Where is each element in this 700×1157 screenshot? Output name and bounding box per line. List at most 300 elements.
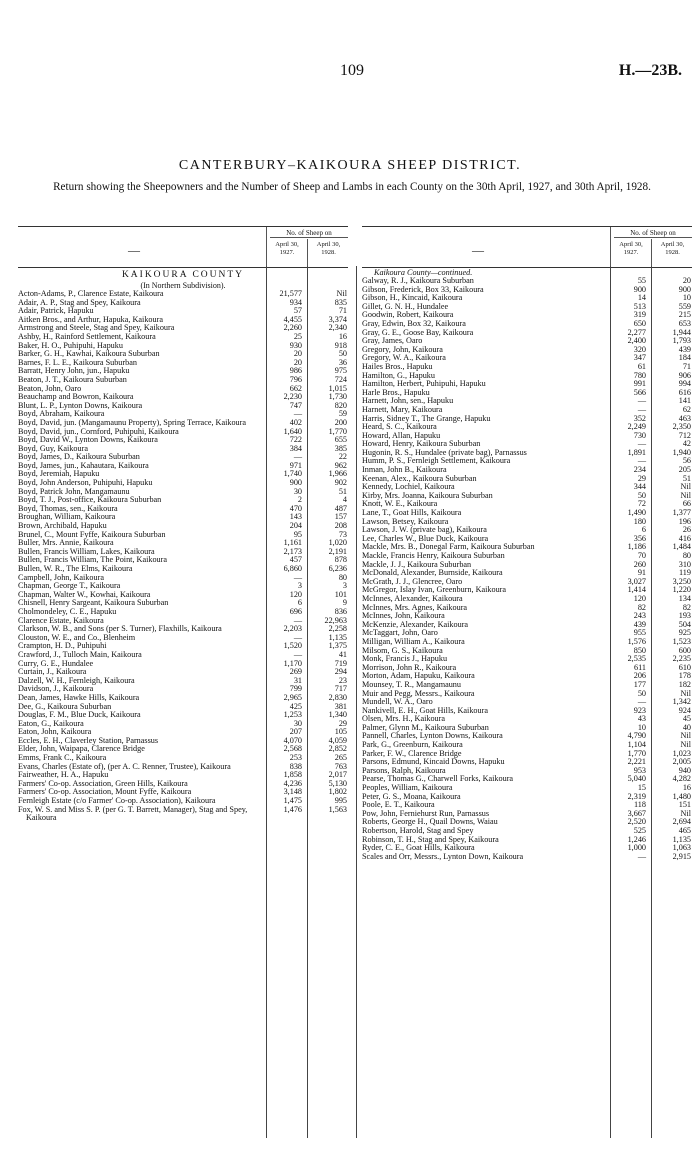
sheep-1927: 120 bbox=[289, 589, 302, 599]
owner-name: Ashby, H., Rainford Settlement, Kaikoura bbox=[18, 331, 156, 341]
section-note: (In Northern Subdivision). bbox=[140, 281, 226, 290]
sheep-1928: 600 bbox=[678, 645, 691, 655]
sheep-1928: 2,350 bbox=[672, 422, 691, 432]
sheep-1928: 20 bbox=[682, 276, 691, 285]
sheep-1927: — bbox=[293, 452, 302, 462]
sheep-1928: 653 bbox=[678, 318, 691, 328]
sheep-1927: 204 bbox=[289, 521, 302, 531]
sheep-1927: 14 bbox=[637, 293, 646, 303]
sheep-1928: 73 bbox=[338, 529, 347, 539]
sheep-1927: 662 bbox=[289, 383, 302, 393]
owner-name: Clarence Estate, Kaikoura bbox=[18, 615, 104, 625]
sheep-1928: 4 bbox=[342, 495, 347, 505]
sheep-1927: 1,475 bbox=[283, 796, 302, 806]
sheep-1927: 730 bbox=[633, 430, 646, 440]
header-col-1928: April 30, 1928. bbox=[660, 241, 685, 256]
sheep-1927: 61 bbox=[637, 361, 646, 371]
sheep-1928: 3 bbox=[342, 581, 347, 591]
sheep-1927: 2,568 bbox=[283, 744, 302, 754]
column-divider bbox=[266, 227, 267, 267]
sheep-1928: 1,015 bbox=[328, 383, 347, 393]
sheep-1927: 1,770 bbox=[627, 748, 646, 758]
owner-name: Boyd, Thomas, sen., Kaikoura bbox=[18, 503, 118, 513]
sheep-1927: 457 bbox=[289, 555, 302, 565]
sheep-1928: 200 bbox=[334, 417, 347, 427]
sheep-1928: 1,730 bbox=[328, 392, 347, 402]
column-rule bbox=[651, 266, 652, 1138]
sheep-1928: 16 bbox=[338, 331, 347, 341]
sheep-1927: 2,249 bbox=[627, 422, 646, 432]
sheep-1928: 6,236 bbox=[328, 564, 347, 573]
sheep-1927: 143 bbox=[289, 512, 302, 522]
header-dash: — bbox=[472, 243, 484, 257]
sheep-1927: 6 bbox=[297, 598, 302, 608]
sheep-1928: 119 bbox=[679, 568, 691, 578]
sheep-1928: 66 bbox=[682, 499, 691, 509]
owner-name: Fox, W. S. and Miss S. P. (per G. T. Barrett, Manager), Stag and Spey, Kaikoura bbox=[18, 804, 248, 823]
owner-name: Harnett, Mary, Kaikoura bbox=[362, 404, 443, 414]
sheep-1928: 717 bbox=[334, 684, 347, 694]
owner-name: Barnes, F. L. E., Kaikoura Suburban bbox=[18, 357, 137, 367]
sheep-1928: 962 bbox=[334, 460, 347, 470]
owner-name: Boyd, T. J., Post-office, Kaikoura Suburban bbox=[18, 495, 162, 505]
sheep-1928: 2,830 bbox=[328, 692, 347, 702]
sheep-1928: 559 bbox=[678, 301, 691, 311]
sheep-1927: 57 bbox=[293, 306, 302, 316]
owner-name: Boyd, John Anderson, Puhipuhi, Hapuku bbox=[18, 478, 153, 488]
owner-name: McInnes, Mrs. Agnes, Kaikoura bbox=[362, 602, 468, 612]
sheep-1928: 105 bbox=[334, 727, 347, 737]
sheep-1928: 975 bbox=[334, 366, 347, 376]
sheep-1927: 900 bbox=[289, 478, 302, 488]
sheep-1928: Nil bbox=[336, 289, 347, 298]
sheep-1928: 50 bbox=[338, 349, 347, 359]
owner-name: Boyd, James, jun., Kahautara, Kaikoura bbox=[18, 460, 149, 470]
sheep-1928: 16 bbox=[682, 783, 691, 793]
sheep-1928: 265 bbox=[334, 753, 347, 763]
sheep-1927: 25 bbox=[293, 331, 302, 341]
sheep-1928: 385 bbox=[334, 443, 347, 453]
owner-name: Lawson, Betsey, Kaikoura bbox=[362, 516, 449, 526]
sheep-1928: 310 bbox=[678, 559, 691, 569]
owner-name: Howard, Allan, Hapuku bbox=[362, 430, 441, 440]
owner-name: Blunt, L. P., Lynton Downs, Kaikoura bbox=[18, 400, 143, 410]
sheep-1928: 1,563 bbox=[328, 804, 347, 814]
sheep-1927: 344 bbox=[633, 482, 646, 492]
column-rule bbox=[610, 266, 611, 1138]
sheep-1928: 5,130 bbox=[328, 778, 347, 788]
sheep-1927: 722 bbox=[289, 435, 302, 445]
owner-name: Ryder, C. E., Goat Hills, Kaikoura bbox=[362, 843, 475, 853]
header-col-1928: April 30, 1928. bbox=[316, 241, 341, 256]
sheep-1927: 70 bbox=[637, 551, 646, 560]
owner-name: Gregory, John, Kaikoura bbox=[362, 344, 443, 354]
sheep-1927: 1,520 bbox=[283, 641, 302, 651]
sheep-1928: 2,191 bbox=[328, 546, 347, 556]
sheep-1927: 2,260 bbox=[283, 323, 302, 333]
owner-name: Mounsey, T. R., Mangamaunu bbox=[362, 679, 461, 689]
section-heading: KAIKOURA COUNTY bbox=[121, 270, 245, 280]
sheep-1927: 118 bbox=[634, 800, 646, 810]
sheep-1928: 56 bbox=[682, 456, 691, 466]
sheep-1927: 50 bbox=[637, 688, 646, 698]
owner-name: Galway, R. J., Kaikoura Suburban bbox=[362, 276, 474, 285]
owner-name: Adair, A. P., Stag and Spey, Kaikoura bbox=[18, 297, 141, 307]
sheep-1927: 525 bbox=[633, 826, 646, 835]
owner-name: Muir and Pegg, Messrs., Kaikoura bbox=[362, 688, 475, 698]
sheep-1927: 1,740 bbox=[283, 469, 302, 479]
document-subtitle: Return showing the Sheepowners and the Number of Sheep and Lambs in each County on the 30th April, 1927, and 30th April, 1928. bbox=[53, 181, 651, 193]
owner-name: Nankivell, E. H., Goat Hills, Kaikoura bbox=[362, 705, 488, 715]
sheep-1927: 319 bbox=[633, 310, 646, 320]
owner-name: Knott, W. E., Kaikoura bbox=[362, 499, 438, 509]
owner-name: Elder, John, Waipapa, Clarence Bridge bbox=[18, 744, 145, 754]
owner-name: Boyd, James, D., Kaikoura Suburban bbox=[18, 452, 140, 462]
owner-name: Gibson, H., Kincaid, Kaikoura bbox=[362, 293, 463, 303]
sheep-1928: 820 bbox=[334, 400, 347, 410]
owner-name: Bullen, Francis William, Lakes, Kaikoura bbox=[18, 546, 155, 556]
header-group-label: No. of Sheep on bbox=[614, 229, 692, 238]
sheep-1927: — bbox=[637, 697, 646, 707]
sheep-1927: 4,070 bbox=[283, 735, 302, 745]
owner-name: McGregor, Islay Ivan, Greenburn, Kaikoura bbox=[362, 585, 507, 595]
sheep-1928: 1,770 bbox=[328, 426, 347, 436]
sheep-1928: 918 bbox=[334, 340, 347, 350]
table-row bbox=[362, 853, 692, 862]
sheep-1927: 320 bbox=[633, 344, 646, 354]
owner-name: Beaton, John, Oaro bbox=[18, 383, 82, 393]
sheep-1928: 80 bbox=[682, 551, 691, 560]
sheep-1927: 2,230 bbox=[283, 392, 302, 402]
sheep-1928: Nil bbox=[680, 688, 691, 698]
sheep-1928: 1,377 bbox=[672, 508, 691, 518]
sheep-1928: 878 bbox=[334, 555, 347, 565]
sheep-1928: 2,852 bbox=[328, 744, 347, 754]
document-reference: H.—23B. bbox=[618, 62, 682, 79]
owner-name: McTaggart, John, Oaro bbox=[362, 628, 438, 638]
sheep-1927: — bbox=[293, 649, 302, 659]
owner-name: Mackle, J. J., Kaikoura Suburban bbox=[362, 559, 472, 569]
sheep-1928: 994 bbox=[678, 379, 691, 389]
column-rule bbox=[356, 266, 357, 1138]
sheep-1928: 178 bbox=[678, 671, 691, 681]
owner-name: Lawson, J. W. (private bag), Kaikoura bbox=[362, 525, 487, 535]
sheep-1927: 30 bbox=[293, 718, 302, 728]
owner-name: Boyd, David W., Lynton Downs, Kaikoura bbox=[18, 435, 158, 445]
owner-name: Robertson, Harold, Stag and Spey bbox=[362, 826, 474, 835]
owner-name: Broughan, William, Kaikoura bbox=[18, 512, 116, 522]
owner-name: Crawford, J., Tulloch Main, Kaikoura bbox=[18, 649, 142, 659]
sheep-1928: 1,793 bbox=[672, 336, 691, 346]
sheep-1927: 50 bbox=[637, 490, 646, 500]
owner-name: Milligan, William A., Kaikoura bbox=[362, 636, 465, 646]
owner-name: Curtain, J., Kaikoura bbox=[18, 667, 87, 677]
sheep-1928: 294 bbox=[334, 667, 347, 677]
sheep-1928: 26 bbox=[682, 525, 691, 535]
owner-name: Acton-Adams, P., Clarence Estate, Kaikoura bbox=[18, 289, 164, 298]
owner-name: Park, G., Greenburn, Kaikoura bbox=[362, 740, 463, 750]
sheep-1927: 6 bbox=[641, 525, 646, 535]
owner-name: Buller, Mrs. Annie, Kaikoura bbox=[18, 538, 114, 548]
sheep-1927: 1,186 bbox=[627, 542, 646, 552]
sheep-1927: 1,576 bbox=[627, 636, 646, 646]
sheep-1927: 2,520 bbox=[627, 817, 646, 827]
owner-name: Gibson, Frederick, Box 33, Kaikoura bbox=[362, 284, 484, 294]
table-header bbox=[18, 226, 348, 268]
sheep-1927: 3,148 bbox=[283, 787, 302, 797]
sheep-1928: 9 bbox=[342, 598, 347, 608]
owner-name: Inman, John B., Kaikoura bbox=[362, 465, 447, 475]
owner-name: Fernleigh Estate (c/o Farmer' Co-op. Association), Kaikoura bbox=[18, 796, 216, 806]
sheep-1927: 1,246 bbox=[627, 834, 646, 844]
sheep-1928: 900 bbox=[678, 284, 691, 294]
owner-name: Monk, Francis J., Hapuku bbox=[362, 654, 448, 664]
sheep-1928: 1,480 bbox=[672, 791, 691, 801]
sheep-1927: 796 bbox=[289, 374, 302, 384]
sheep-1927: 799 bbox=[289, 684, 302, 694]
sheep-1927: 402 bbox=[289, 417, 302, 427]
sheep-1927: 4,790 bbox=[627, 731, 646, 741]
sheep-1928: 101 bbox=[334, 589, 347, 599]
owner-name: Hamilton, Herbert, Puhipuhi, Hapuku bbox=[362, 379, 486, 389]
sheep-1928: 208 bbox=[334, 521, 347, 531]
owner-name: Boyd, David, jun. (Mangamaunu Property), Spring Terrace, Kaikoura bbox=[18, 417, 247, 427]
owner-name: Parker, F. W., Clarence Bridge bbox=[362, 748, 462, 758]
sheep-1928: 22,963 bbox=[324, 615, 347, 625]
sheep-1928: 80 bbox=[338, 572, 347, 582]
header-group-label: No. of Sheep on bbox=[270, 229, 348, 238]
owner-name: McGrath, J. J., Glencree, Oaro bbox=[362, 576, 463, 586]
sheep-1927: 253 bbox=[289, 753, 302, 763]
sheep-1928: 1,802 bbox=[328, 787, 347, 797]
owner-name: Curry, G. E., Hundalee bbox=[18, 658, 94, 668]
sheep-1928: 215 bbox=[678, 310, 691, 320]
sheep-1927: 955 bbox=[633, 628, 646, 638]
owner-name: Brown, Archibald, Hapuku bbox=[18, 521, 107, 531]
sheep-1927: 95 bbox=[293, 529, 302, 539]
sheep-1928: 463 bbox=[678, 413, 691, 423]
owner-name: Chapman, Walter W., Kowhai, Kaikoura bbox=[18, 589, 151, 599]
owner-name: Peter, G. S., Moana, Kaikoura bbox=[362, 791, 461, 801]
sheep-1927: — bbox=[293, 615, 302, 625]
owner-name: Chapman, George T., Kaikoura bbox=[18, 581, 121, 591]
sheep-1928: 205 bbox=[678, 465, 691, 475]
sheep-1927: 780 bbox=[633, 370, 646, 380]
owner-name: Fairweather, H. A., Hapuku bbox=[18, 770, 109, 780]
sheep-1928: 902 bbox=[334, 478, 347, 488]
sheep-1928: 45 bbox=[682, 714, 691, 724]
owner-name: Harle Bros., Hapuku bbox=[362, 387, 430, 397]
sheep-1928: 487 bbox=[334, 503, 347, 513]
owner-name: Poole, E. T., Kaikoura bbox=[362, 800, 435, 810]
owner-name: Boyd, Abraham, Kaikoura bbox=[18, 409, 105, 419]
left-column bbox=[18, 226, 348, 823]
column-divider bbox=[610, 227, 611, 267]
owner-name: Farmers' Co-op. Association, Mount Fyffe, Kaikoura bbox=[18, 787, 192, 797]
sheep-1927: 1,476 bbox=[283, 804, 302, 814]
owner-name: Campbell, John, Kaikoura bbox=[18, 572, 104, 582]
sheep-1927: 2 bbox=[297, 495, 302, 505]
sheep-1927: 566 bbox=[633, 387, 646, 397]
owner-name: Gray, James, Oaro bbox=[362, 336, 423, 346]
sheep-1927: 1,253 bbox=[283, 710, 302, 720]
sheep-1927: 269 bbox=[289, 667, 302, 677]
page-number: 109 bbox=[340, 62, 364, 79]
sheep-1928: 504 bbox=[678, 619, 691, 629]
left-entries bbox=[18, 290, 348, 823]
sheep-1928: 10 bbox=[682, 293, 691, 303]
owner-name: Parsons, Ralph, Kaikoura bbox=[362, 765, 446, 775]
owner-name: Adair, Patrick, Hapuku bbox=[18, 306, 94, 316]
sheep-1927: 1,490 bbox=[627, 508, 646, 518]
sheep-1928: 924 bbox=[678, 705, 691, 715]
sheep-1928: 193 bbox=[678, 611, 691, 621]
sheep-1928: 36 bbox=[338, 357, 347, 367]
sheep-1927: 29 bbox=[637, 473, 646, 483]
sheep-1928: 1,135 bbox=[672, 834, 691, 844]
column-divider bbox=[651, 239, 652, 267]
sheep-1927: 15 bbox=[637, 783, 646, 793]
sheep-1927: 425 bbox=[289, 701, 302, 711]
owner-name: Gregory, W. A., Kaikoura bbox=[362, 353, 446, 363]
sheep-1927: 2,400 bbox=[627, 336, 646, 346]
sheep-1927: 2,221 bbox=[627, 757, 646, 767]
owner-name: Eaton, G., Kaikoura bbox=[18, 718, 84, 728]
sheep-1927: 207 bbox=[289, 727, 302, 737]
owner-name: Aitken Bros., and Arthur, Hapuka, Kaikoura bbox=[18, 314, 163, 324]
owner-name: Hugonin, R. S., Hundalee (private bag), Parnassus bbox=[362, 447, 527, 457]
owner-name: Barker, G. H., Kawhai, Kaikoura Suburban bbox=[18, 349, 160, 359]
sheep-1927: 1,000 bbox=[627, 843, 646, 853]
sheep-1927: 5,040 bbox=[627, 774, 646, 784]
sheep-1928: 40 bbox=[682, 722, 691, 732]
owner-name: Bullen, W. R., The Elms, Kaikoura bbox=[18, 564, 133, 573]
owner-name: McInnes, John, Kaikoura bbox=[362, 611, 445, 621]
sheep-1928: Nil bbox=[680, 731, 691, 741]
owner-name: Gillet, G. N. H., Hundalee bbox=[362, 301, 449, 311]
sheep-1928: 3,374 bbox=[328, 314, 347, 324]
sheep-1928: 836 bbox=[334, 606, 347, 616]
sheep-1928: 1,135 bbox=[328, 632, 347, 642]
sheep-1927: 953 bbox=[633, 765, 646, 775]
sheep-1927: 72 bbox=[637, 499, 646, 509]
sheep-1927: 55 bbox=[637, 276, 646, 285]
sheep-1927: 2,319 bbox=[627, 791, 646, 801]
sheep-1927: 2,535 bbox=[627, 654, 646, 664]
owner-name: Mundell, W. A., Oaro bbox=[362, 697, 433, 707]
sheep-1927: 2,277 bbox=[627, 327, 646, 337]
sheep-1928: 1,484 bbox=[672, 542, 691, 552]
sheep-1927: — bbox=[637, 404, 646, 414]
owner-name: Gray, G. E., Goose Bay, Kaikoura bbox=[362, 327, 474, 337]
sheep-1927: 2,203 bbox=[283, 624, 302, 634]
owner-name: Morrison, John R., Kaikoura bbox=[362, 662, 457, 672]
sheep-1928: 157 bbox=[334, 512, 347, 522]
sheep-1927: 43 bbox=[637, 714, 646, 724]
owner-name: Eccles, E. H., Claverley Station, Parnassus bbox=[18, 735, 159, 745]
right-entries bbox=[362, 277, 692, 861]
sheep-1928: 196 bbox=[678, 516, 691, 526]
sheep-1928: 2,005 bbox=[672, 757, 691, 767]
sheep-1928: 4,059 bbox=[328, 735, 347, 745]
sheep-1928: 906 bbox=[678, 370, 691, 380]
sheep-1927: 82 bbox=[637, 602, 646, 612]
sheep-1927: 4,236 bbox=[283, 778, 302, 788]
owner-name: Scales and Orr, Messrs., Lynton Down, Kaikoura bbox=[362, 851, 524, 861]
owner-name: Dalzell, W. H., Fernleigh, Kaikoura bbox=[18, 675, 135, 685]
sheep-1927: 30 bbox=[293, 486, 302, 496]
sheep-1928: 42 bbox=[682, 439, 691, 449]
section-heading: Kaikoura County—continued. bbox=[374, 268, 473, 277]
document-title: CANTERBURY–KAIKOURA SHEEP DISTRICT. bbox=[178, 158, 522, 173]
owner-name: Emms, Frank C., Kaikoura bbox=[18, 753, 107, 763]
sheep-1928: 3,250 bbox=[672, 576, 691, 586]
owner-name: McDonald, Alexander, Burnside, Kaikoura bbox=[362, 568, 503, 578]
owner-name: Olsen, Mrs. H., Kaikoura bbox=[362, 714, 445, 724]
sheep-1927: 180 bbox=[633, 516, 646, 526]
sheep-1927: — bbox=[293, 409, 302, 419]
sheep-1927: 1,414 bbox=[627, 585, 646, 595]
sheep-1928: 184 bbox=[678, 353, 691, 363]
sheep-1928: 724 bbox=[334, 374, 347, 384]
sheep-1928: Nil bbox=[680, 740, 691, 750]
owner-name: Boyd, Guy, Kaikoura bbox=[18, 443, 88, 453]
owner-name: Harris, Sidney T., The Grange, Hapuku bbox=[362, 413, 491, 423]
owner-name: Baker, H. O., Puhipuhi, Hapuku bbox=[18, 340, 123, 350]
sheep-1927: 1,640 bbox=[283, 426, 302, 436]
owner-name: Pearse, Thomas G., Charwell Forks, Kaikoura bbox=[362, 774, 514, 784]
owner-name: McKenzie, Alexander, Kaikoura bbox=[362, 619, 469, 629]
sheep-1927: 31 bbox=[293, 675, 302, 685]
owner-name: Bullen, Francis William, The Point, Kaikoura bbox=[18, 555, 167, 565]
sheep-1928: 1,063 bbox=[672, 843, 691, 853]
sheep-1927: 21,577 bbox=[279, 289, 302, 298]
sheep-1928: 940 bbox=[678, 765, 691, 775]
owner-name: Harnett, John, sen., Hapuku bbox=[362, 396, 454, 406]
sheep-1927: 4,455 bbox=[283, 314, 302, 324]
owner-name: Armstrong and Steele, Stag and Spey, Kaikoura bbox=[18, 323, 175, 333]
sheep-1928: 712 bbox=[678, 430, 691, 440]
sheep-1927: 986 bbox=[289, 366, 302, 376]
owner-name: Kennedy, Lochiel, Kaikoura bbox=[362, 482, 455, 492]
sheep-1928: 1,944 bbox=[672, 327, 691, 337]
sheep-1927: — bbox=[637, 439, 646, 449]
sheep-1927: 900 bbox=[633, 284, 646, 294]
sheep-1927: 747 bbox=[289, 400, 302, 410]
sheep-1928: Nil bbox=[680, 808, 691, 818]
sheep-1927: 10 bbox=[637, 722, 646, 732]
sheep-1927: 177 bbox=[633, 679, 646, 689]
sheep-1927: — bbox=[637, 851, 646, 861]
sheep-1928: 22 bbox=[338, 452, 347, 462]
sheep-1927: 3 bbox=[297, 581, 302, 591]
sheep-1928: 1,342 bbox=[672, 697, 691, 707]
sheep-1928: 439 bbox=[678, 344, 691, 354]
sheep-1928: 4,282 bbox=[672, 774, 691, 784]
sheep-1927: 243 bbox=[633, 611, 646, 621]
sheep-1927: 2,173 bbox=[283, 546, 302, 556]
sheep-1928: 141 bbox=[678, 396, 691, 406]
sheep-1928: 925 bbox=[678, 628, 691, 638]
sheep-1928: 719 bbox=[334, 658, 347, 668]
sheep-1928: 995 bbox=[334, 796, 347, 806]
sheep-1928: 2,340 bbox=[328, 323, 347, 333]
sheep-1927: 120 bbox=[633, 593, 646, 603]
sheep-1927: 384 bbox=[289, 443, 302, 453]
sheep-1928: 1,375 bbox=[328, 641, 347, 651]
sheep-1928: 2,258 bbox=[328, 624, 347, 634]
page-header bbox=[0, 62, 700, 82]
